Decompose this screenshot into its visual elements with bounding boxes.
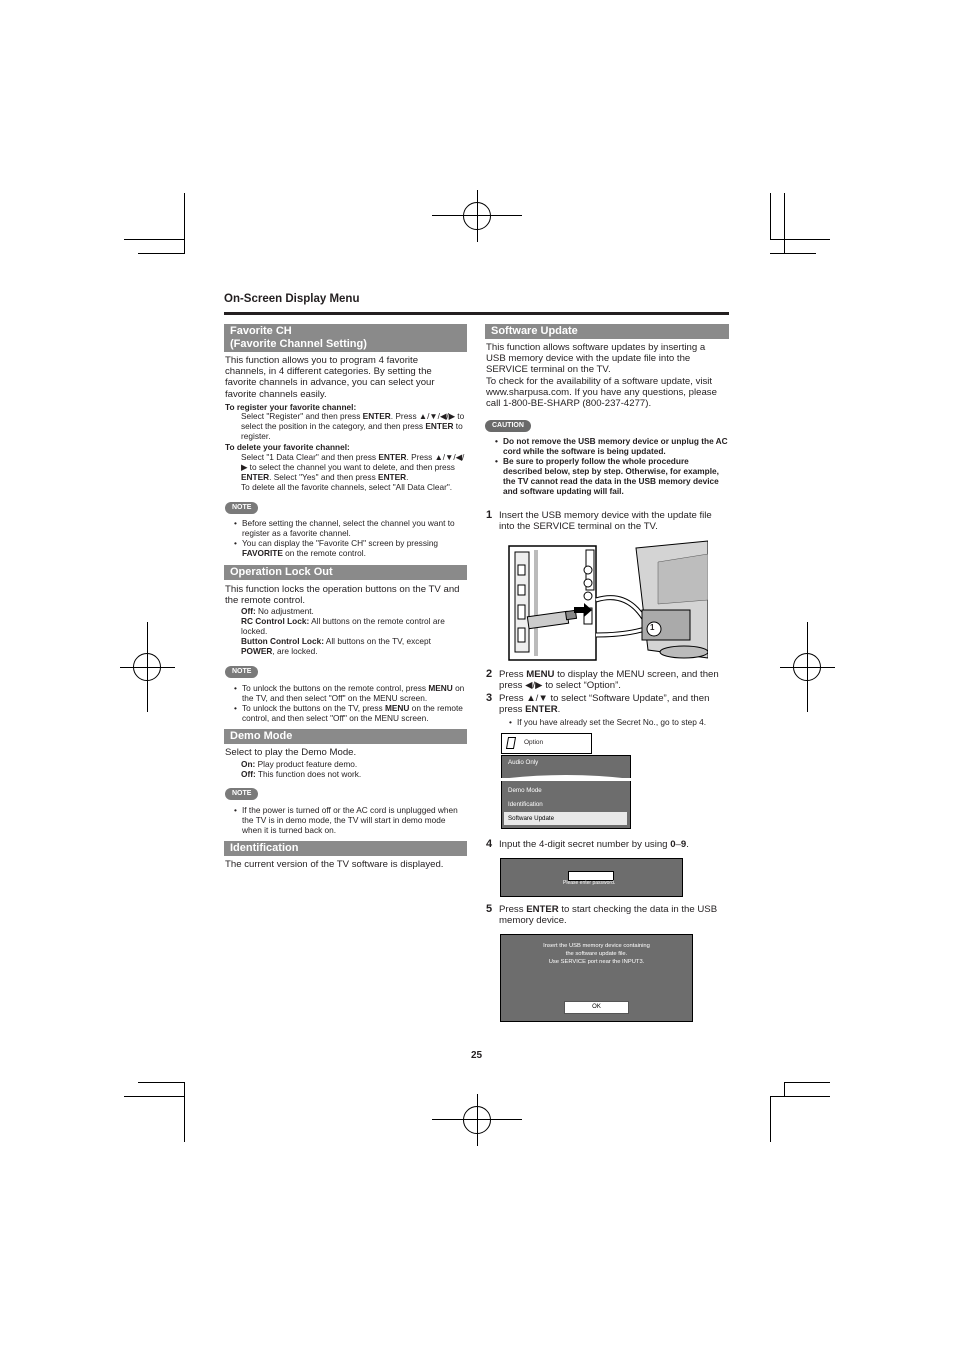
step4-text-e: . — [686, 839, 689, 850]
demo-options — [241, 759, 466, 779]
menu-item-audio-only: Audio Only — [508, 759, 539, 766]
software-update-heading: Software Update — [485, 324, 729, 339]
step2-text-a: Press — [499, 669, 527, 680]
oplock-rc — [241, 616, 466, 636]
oplock-note1-a: To unlock the buttons on the remote control, press — [242, 683, 429, 693]
on-text: Play product feature demo. — [255, 759, 358, 769]
favorite-note-badge: NOTE — [225, 502, 258, 514]
oplock-button — [241, 636, 466, 656]
step-3-number: 3 — [486, 692, 493, 704]
delete-text-d: . — [406, 472, 409, 483]
option-menu-title-bar — [501, 733, 592, 754]
option-menu-screen — [501, 733, 631, 829]
demo-off — [241, 769, 466, 779]
favorite-register-text — [241, 411, 466, 441]
step-2-number: 2 — [486, 668, 493, 680]
step-3-text — [499, 693, 731, 715]
menu-key: MENU — [428, 683, 453, 693]
oplock-note2-a: To unlock the buttons on the TV, press — [242, 703, 385, 714]
usb-message-line-2: the software update file. — [565, 950, 628, 957]
favorite-heading-line2: (Favorite Channel Setting) — [230, 338, 367, 350]
usb-message — [501, 943, 692, 966]
button-label: Button Control Lock: — [241, 636, 324, 647]
oplock-intro: This function locks the operation buttons on the TV and the remote control. — [225, 584, 460, 607]
favorite-note-2 — [242, 538, 466, 558]
demo-on — [241, 759, 466, 769]
step3-text-a: Press ▲/▼ to select “Software Update”, and then press — [499, 693, 710, 716]
oplock-options — [241, 606, 466, 656]
oplock-notes — [233, 683, 466, 723]
favorite-notes — [233, 518, 466, 558]
password-screen — [500, 858, 683, 897]
enter-key: ENTER — [525, 704, 558, 716]
step2-text-c: to display the MENU screen, and then press ◀/▶ to select “Option”. — [499, 669, 719, 692]
favorite-register-title: To register your favorite channel: — [225, 402, 357, 412]
step-1-number: 1 — [486, 509, 493, 521]
step-1-text: Insert the USB memory device with the update file into the SERVICE terminal on the TV. — [499, 510, 712, 533]
ok-button[interactable]: OK — [564, 1001, 629, 1014]
password-prompt: Please enter password. — [563, 880, 616, 886]
rc-text: All buttons on the remote control are locked. — [241, 616, 445, 637]
rc-label: RC Control Lock: — [241, 616, 310, 627]
step-4-text — [499, 839, 731, 850]
oplock-note2-c: on the remote control, and then select "Off" on the MENU screen. — [242, 703, 463, 724]
enter-key: ENTER — [241, 472, 270, 483]
register-text-b: . Press ▲/▼/◀/▶ to select the position in the category, and then press — [241, 411, 465, 432]
caution-badge: CAUTION — [485, 420, 531, 432]
delete-text-a: Select "1 Data Clear" and then press — [241, 452, 379, 462]
demo-note-badge: NOTE — [225, 788, 258, 800]
off-text: No adjustment. — [255, 606, 314, 616]
step4-text-a: Input the 4-digit secret number by using — [499, 839, 671, 850]
menu-key: MENU — [384, 703, 410, 714]
delete-all-text: To delete all the favorite channels, select "All Data Clear". — [241, 482, 453, 493]
enter-key: ENTER — [362, 411, 391, 421]
step3-text-c: . — [557, 704, 561, 716]
software-intro-1: This function allows software updates by inserting a USB memory device with the update file into the SERVICE terminal on the TV. — [486, 342, 706, 376]
button-text-a: All buttons on the TV, except — [323, 636, 431, 647]
enter-key: ENTER — [526, 904, 559, 915]
menu-item-software-update — [504, 812, 627, 825]
button-text-c: , are locked. — [272, 646, 318, 657]
option-menu-title: Option — [524, 739, 544, 746]
oplock-note-2 — [242, 703, 466, 723]
demo-mode-heading: Demo Mode — [224, 729, 467, 744]
favorite-key: FAVORITE — [242, 548, 283, 559]
oplock-note1-c: on the TV, and then select "Off" on the MENU screen. — [242, 683, 465, 704]
oplock-note-badge: NOTE — [225, 666, 258, 678]
usb-message-line-3: Use SERVICE port near the INPUT3. — [548, 958, 645, 965]
note2-text-a: You can display the "Favorite CH" screen by pressing — [242, 538, 439, 549]
step4-dash: – — [675, 839, 681, 850]
favorite-delete-title: To delete your favorite channel: — [225, 442, 350, 452]
tv-usb-diagram — [508, 540, 708, 662]
note2-text-c: on the remote control. — [282, 548, 366, 559]
register-text-a: Select "Register" and then press — [241, 411, 363, 421]
step3-note-item: • If you have already set the Secret No., go to step 4. — [517, 717, 732, 727]
menu-item-identification: Identification — [508, 801, 543, 808]
identification-heading: Identification — [224, 841, 467, 856]
favorite-ch-heading — [224, 324, 467, 352]
callout-number: 1 — [650, 623, 655, 632]
favorite-delete-text — [241, 452, 467, 492]
off-text: This function does not work. — [255, 769, 362, 780]
delete-text-c: . Select "Yes" and then press — [269, 472, 379, 483]
favorite-intro: This function allows you to program 4 favorite channels, in 4 different categories. By setting the favorite channels in advance, you can select your favorite channels easily. — [225, 355, 435, 400]
usb-message-line-1: Insert the USB memory device containing — [543, 943, 650, 949]
key-9: 9 — [680, 839, 687, 850]
favorite-note-1: • Before setting the channel, select the channel you want to register as a favorite channel. — [242, 518, 466, 538]
software-intro-2: To check for the availability of a software update, visit www.sharpusa.com. If you have any questions, please call 1-800-BE-SHARP (800-237-4277). — [486, 376, 717, 410]
register-text-c: to register. — [241, 421, 463, 442]
usb-message-screen — [500, 934, 693, 1022]
enter-key: ENTER — [378, 472, 407, 483]
caution-1: • Do not remove the USB memory device or unplug the AC cord while the software is being updated. — [503, 436, 730, 456]
operation-lock-heading: Operation Lock Out — [224, 565, 467, 580]
enter-key: ENTER — [378, 452, 407, 462]
step-5-number: 5 — [486, 903, 493, 915]
step-5-text — [499, 904, 731, 926]
caution-list — [494, 436, 730, 497]
oplock-note-1 — [242, 683, 466, 703]
on-label: On: — [241, 759, 256, 769]
demo-notes — [233, 805, 466, 835]
oplock-off — [241, 606, 466, 616]
caution-2: • Be sure to properly follow the whole procedure described below, step by step. Otherwise, for example, the TV cannot read the data in the USB memory device and software updating will fail. — [503, 456, 730, 496]
step5-text-a: Press — [499, 904, 527, 915]
off-label: Off: — [241, 769, 256, 780]
menu-key: MENU — [526, 669, 555, 680]
step-2-text — [499, 669, 731, 691]
page-header: On-Screen Display Menu — [224, 293, 360, 305]
favorite-heading-line1: Favorite CH — [230, 325, 292, 337]
page-number: 25 — [471, 1050, 483, 1061]
enter-key: ENTER — [425, 421, 454, 432]
option-icon — [506, 737, 516, 749]
demo-note-1: • If the power is turned off or the AC cord is unplugged when the TV is in demo mode, the TV will start in demo mode when it is turned back on. — [242, 805, 466, 835]
off-label: Off: — [241, 606, 256, 616]
usb-insertion-illustration — [508, 540, 708, 662]
header-rule — [224, 312, 729, 315]
option-menu-lower — [501, 781, 631, 829]
power-key: POWER — [241, 646, 273, 657]
step5-text-c: to start checking the data in the USB memory device. — [499, 904, 718, 927]
step-4-number: 4 — [486, 838, 493, 850]
identification-text: The current version of the TV software is displayed. — [225, 859, 444, 870]
key-0: 0 — [670, 839, 676, 850]
demo-intro: Select to play the Demo Mode. — [225, 747, 357, 758]
software-update-label: Software Update — [508, 815, 555, 822]
step-3-note — [508, 717, 732, 727]
menu-item-demo-mode: Demo Mode — [508, 787, 542, 794]
delete-text-b: . Press ▲/▼/◀/▶ to select the channel you want to delete, and then press — [241, 452, 465, 473]
